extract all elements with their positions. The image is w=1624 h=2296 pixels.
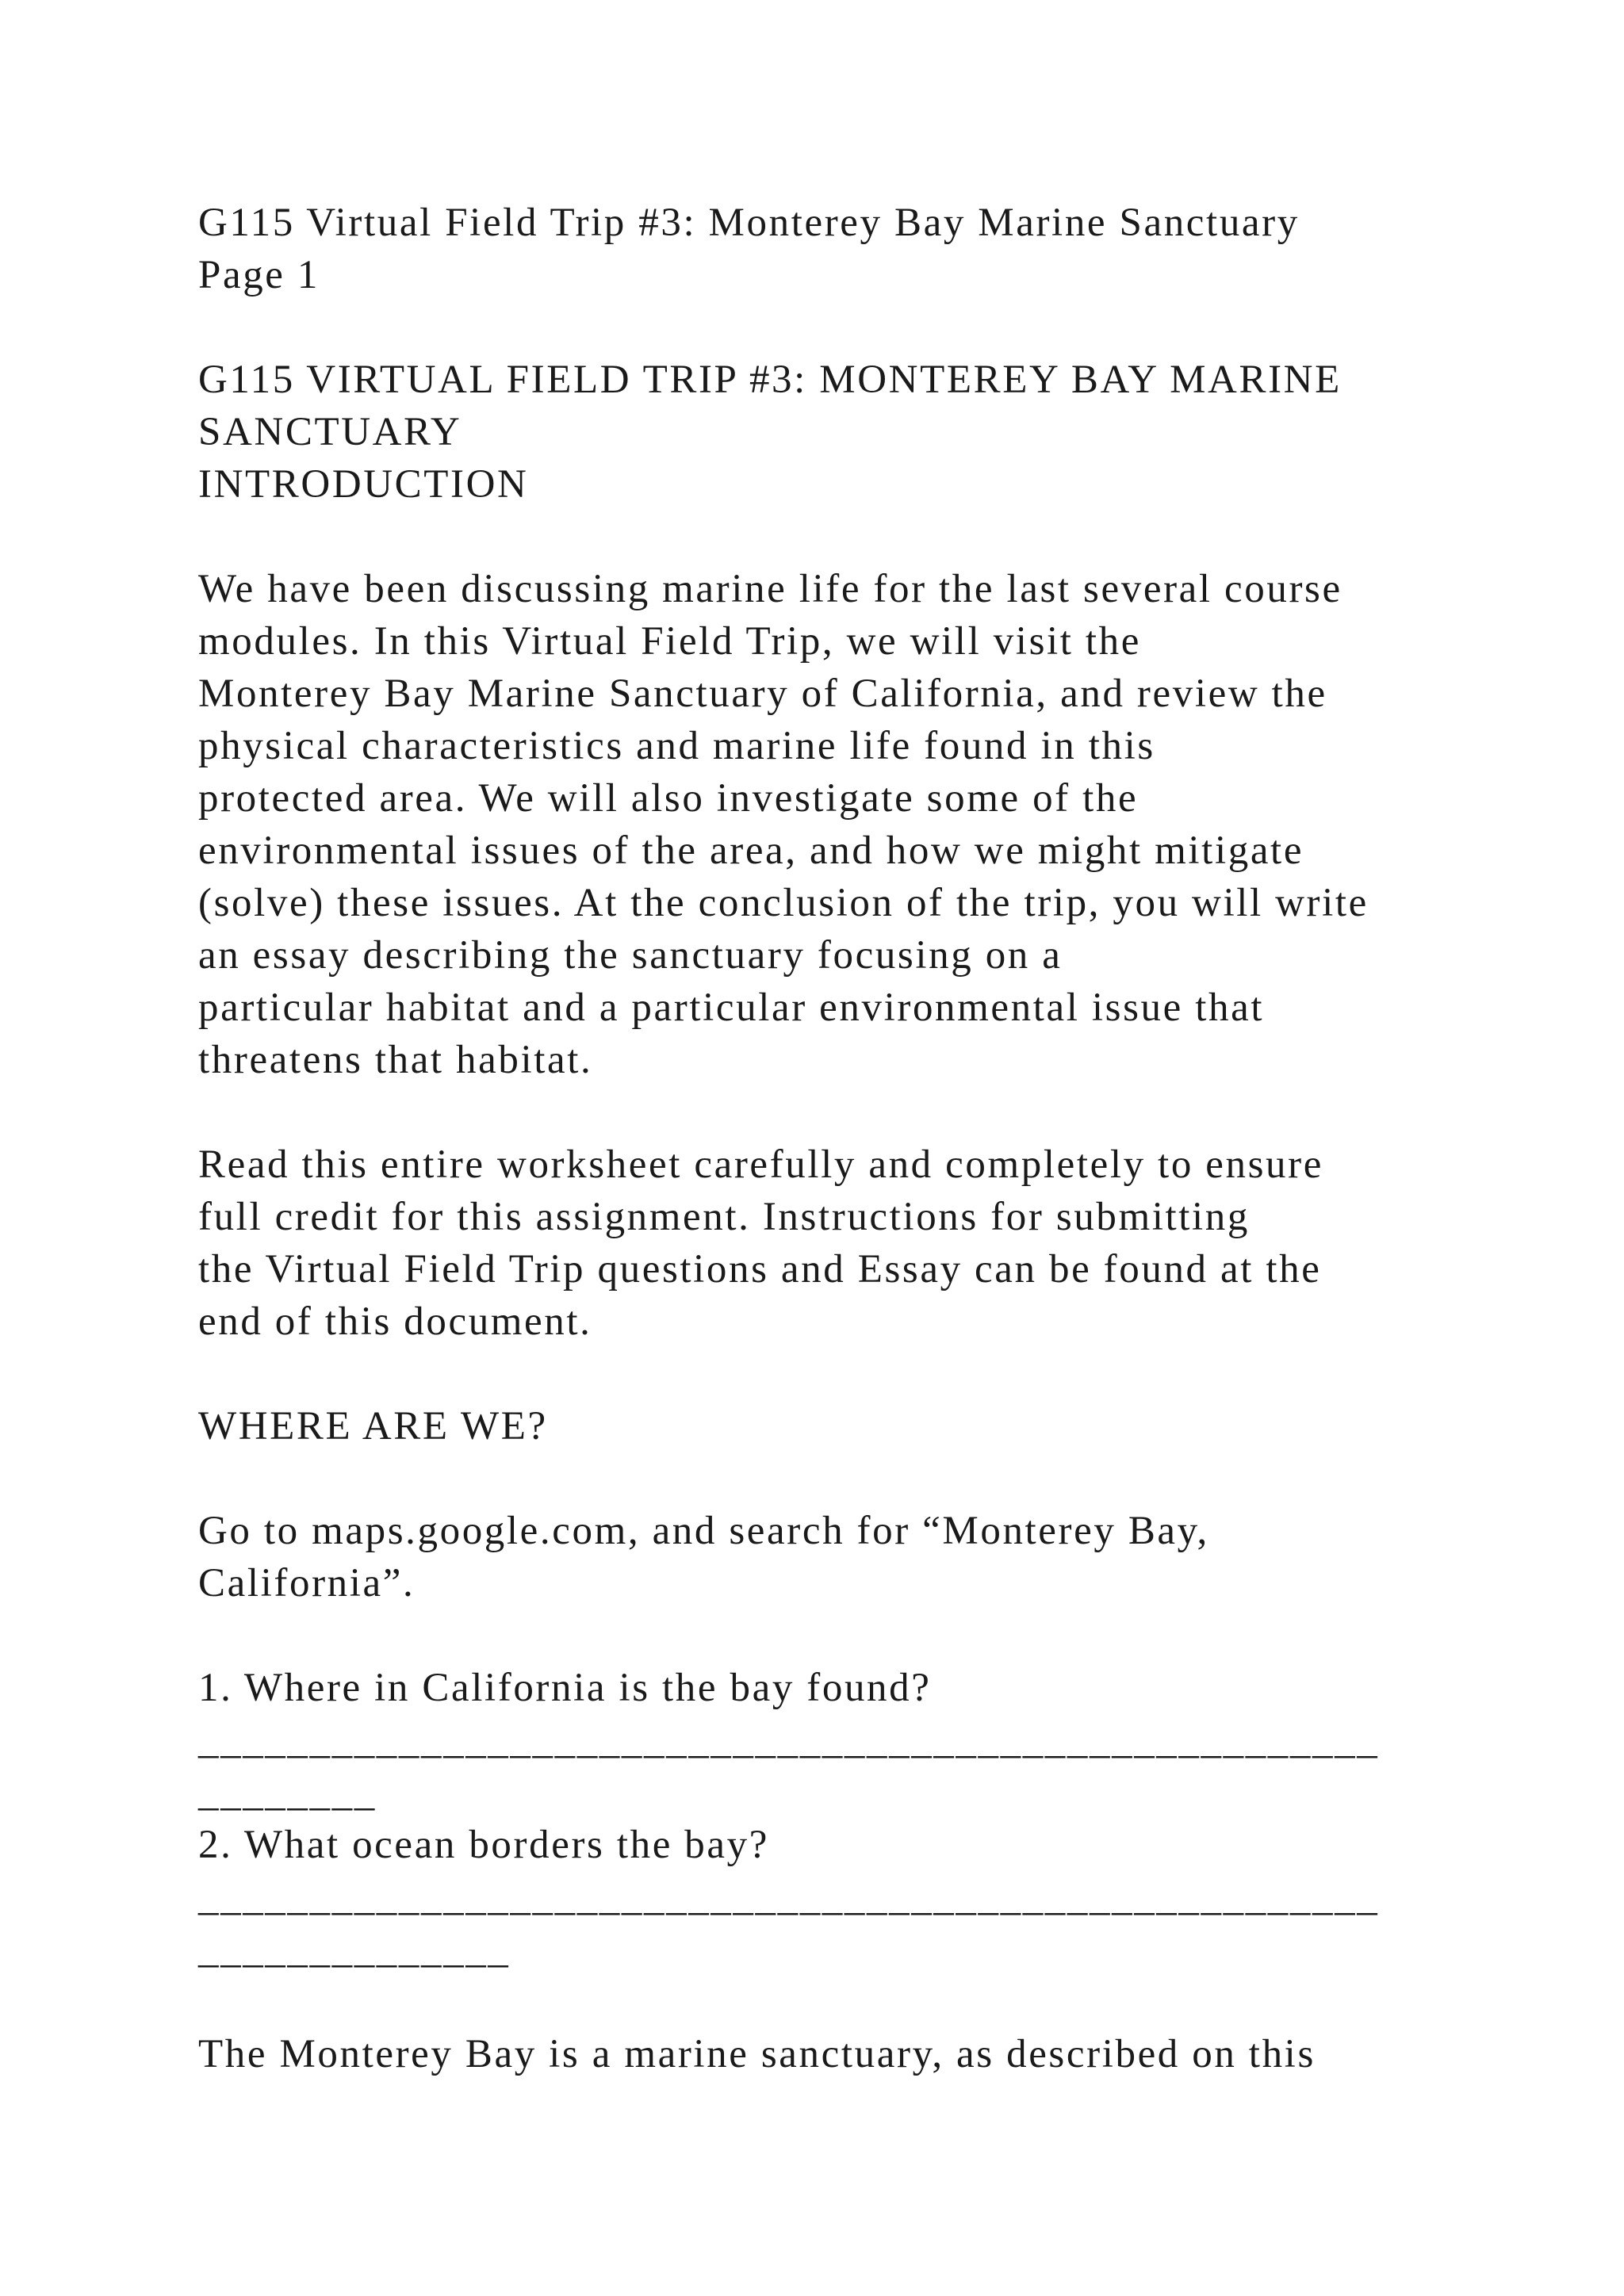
question-1-answer-blank: _____________________________________________________	[198, 1718, 1380, 1762]
intro-paragraph-line: Monterey Bay Marine Sanctuary of California, and review the	[198, 672, 1327, 716]
intro-paragraph-line: environmental issues of the area, and how we might mitigate	[198, 828, 1304, 873]
instructions-paragraph-line: Read this entire worksheet carefully and completely to ensure	[198, 1142, 1323, 1187]
intro-paragraph-line: We have been discussing marine life for the last several course	[198, 567, 1342, 611]
question-2-text: 2. What ocean borders the bay?	[198, 1823, 769, 1867]
intro-paragraph-line: (solve) these issues. At the conclusion of the trip, you will write	[198, 881, 1369, 925]
intro-paragraph-line: physical characteristics and marine life found in this	[198, 724, 1155, 768]
maps-instruction-line: Go to maps.google.com, and search for “Monterey Bay,	[198, 1509, 1209, 1553]
page-number: Page 1	[198, 253, 320, 297]
intro-paragraph-line: threatens that habitat.	[198, 1038, 593, 1082]
question-1-answer-blank: ________	[198, 1770, 377, 1815]
section-heading-where-are-we: WHERE ARE WE?	[198, 1404, 548, 1448]
closing-paragraph-line: The Monterey Bay is a marine sanctuary, as described on this	[198, 2032, 1316, 2076]
maps-instruction-line: California”.	[198, 1561, 416, 1605]
intro-paragraph-line: particular habitat and a particular environmental issue that	[198, 985, 1265, 1030]
question-2-answer-blank: _____________________________________________________	[198, 1875, 1380, 1919]
instructions-paragraph-line: full credit for this assignment. Instructions for submitting	[198, 1195, 1251, 1239]
intro-paragraph-line: modules. In this Virtual Field Trip, we will visit the	[198, 619, 1142, 664]
header-title: G115 Virtual Field Trip #3: Monterey Bay Marine Sanctuary	[198, 201, 1300, 245]
instructions-paragraph-line: the Virtual Field Trip questions and Essay can be found at the	[198, 1247, 1322, 1292]
instructions-paragraph-line: end of this document.	[198, 1299, 592, 1344]
intro-paragraph-line: an essay describing the sanctuary focusing on a	[198, 933, 1063, 978]
question-1-text: 1. Where in California is the bay found?	[198, 1666, 932, 1710]
main-heading-line-1: G115 VIRTUAL FIELD TRIP #3: MONTEREY BAY MARINE	[198, 358, 1342, 402]
section-title-introduction: INTRODUCTION	[198, 462, 529, 507]
question-2-answer-blank: ______________	[198, 1927, 511, 1972]
main-heading-line-2: SANCTUARY	[198, 410, 462, 454]
intro-paragraph-line: protected area. We will also investigate some of the	[198, 776, 1139, 821]
